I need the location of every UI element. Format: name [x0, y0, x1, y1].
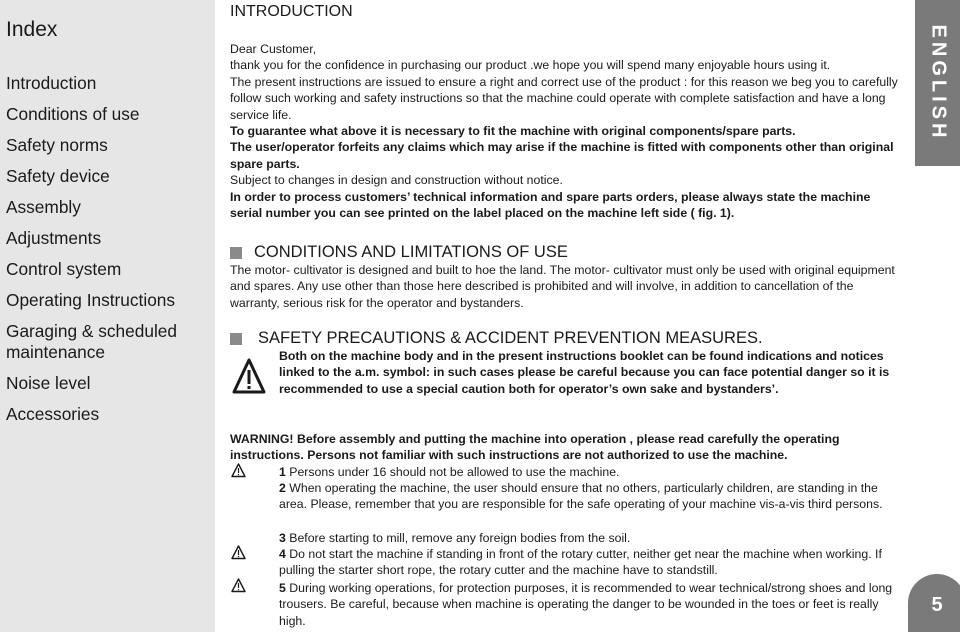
conditions-title: CONDITIONS AND LIMITATIONS OF USE: [254, 243, 568, 261]
conditions-text: The motor- cultivator is designed and built to hoe the land. The motor- cultivator must only be used with original equipment and spares. Any use other than those here described is prohibited and will involve, in addition to cancellation of the warranty, serious risk for the operator and bystanders.: [230, 263, 895, 310]
index-item-assembly[interactable]: Assembly: [6, 197, 81, 217]
warning-triangle-icon: [231, 463, 246, 478]
item-number: 1: [279, 465, 286, 479]
warning-text: WARNING! Before assembly and putting the machine into operation , please read carefully the operating instructions. Persons not familiar with such instructions are not authorized to use the machine.: [230, 432, 840, 463]
list-item: [279, 546, 899, 579]
index-item-noise-level[interactable]: Noise level: [6, 373, 91, 393]
intro-serial-number: In order to process customers’ technical information and spare parts orders, please always state the machine serial number you can see printed on the label placed on the machine left side ( fig. 1).: [230, 189, 871, 221]
list-item: [279, 580, 899, 629]
index-item-operating-instructions[interactable]: Operating Instructions: [6, 290, 176, 310]
greeting: Dear Customer,: [230, 42, 317, 56]
list-item: [279, 464, 899, 480]
warning-triangle-icon: [232, 358, 266, 396]
item-number: 2: [279, 481, 286, 495]
index-item-accessories[interactable]: Accessories: [6, 404, 100, 424]
conditions-heading: [230, 242, 568, 262]
page-number: 5: [908, 574, 960, 632]
safety-text: Both on the machine body and in the present instructions booklet can be found indications and notices linked to the a.m. symbol: in such cases please be careful because you can face potential danger so it is recommended to use a special caution both for operator’s own sake and bystanders’.: [279, 349, 890, 396]
item-text: When operating the machine, the user should ensure that no others, particularly children, are standing in the area. Please, remember that you are responsible for the safe operating of your machine vis-a-vis third persons.: [279, 481, 883, 512]
item-number: 4: [279, 547, 286, 561]
introduction-body: [230, 41, 898, 221]
index-item-introduction[interactable]: Introduction: [6, 73, 97, 93]
warning-triangle-icon: [231, 578, 246, 593]
list-item: [279, 530, 899, 546]
bullet-square-icon: [230, 333, 242, 345]
language-tab: [915, 0, 960, 166]
safety-title: SAFETY PRECAUTIONS & ACCIDENT PREVENTION MEASURES.: [258, 329, 763, 347]
intro-claims: The user/operator forfeits any claims which may arise if the machine is fitted with components other than original spare parts.: [230, 140, 894, 171]
item-text: Do not start the machine if standing in front of the rotary cutter, neither get near the machine when working. If pulling the starter short rope, the rotary cutter and the machine have to standstill.: [279, 547, 882, 578]
intro-changes: Subject to changes in design and construction without notice.: [230, 173, 563, 188]
list-item: [279, 480, 899, 513]
index-sidebar: [0, 0, 215, 632]
intro-original-parts: To guarantee what above it is necessary to fit the machine with original components/spare parts.: [230, 124, 796, 139]
index-item-safety-device[interactable]: Safety device: [6, 166, 110, 186]
warning-triangle-icon: [231, 545, 246, 560]
safety-heading: [230, 328, 763, 348]
index-item-control-system[interactable]: Control system: [6, 259, 122, 279]
index-item-garaging-maintenance[interactable]: Garaging & scheduled maintenance: [6, 321, 178, 362]
warning-body: [230, 431, 898, 464]
item-text: During working operations, for protection purposes, it is recommended to wear technical/strong shoes and long trousers. Be careful, because when machine is operating the danger to be wounded in the toes or feet is really high.: [279, 581, 893, 628]
index-item-conditions-of-use[interactable]: Conditions of use: [6, 104, 140, 124]
item-text: Persons under 16 should not be allowed to use the machine.: [289, 465, 620, 479]
item-text: Before starting to mill, remove any foreign bodies from the soil.: [289, 531, 631, 545]
index-list: [6, 73, 211, 435]
item-number: 3: [279, 531, 286, 545]
intro-purpose: The present instructions are issued to ensure a right and correct use of the product : for this reason we beg you to carefully follow such working and safety instructions so that the machine could operate with complete satisfaction and have a long service life.: [230, 74, 898, 122]
conditions-body: [230, 262, 898, 311]
item-number: 5: [279, 581, 286, 595]
safety-body: [279, 348, 898, 397]
introduction-heading: INTRODUCTION: [230, 3, 353, 20]
intro-thanks: thank you for the confidence in purchasing our product .we hope you will spend many enjoyable hours using it.: [230, 58, 831, 73]
bullet-square-icon: [230, 247, 242, 259]
index-title: Index: [6, 18, 58, 41]
index-item-adjustments[interactable]: Adjustments: [6, 228, 102, 248]
index-item-safety-norms[interactable]: Safety norms: [6, 135, 108, 155]
language-label: ENGLISH: [927, 24, 949, 142]
